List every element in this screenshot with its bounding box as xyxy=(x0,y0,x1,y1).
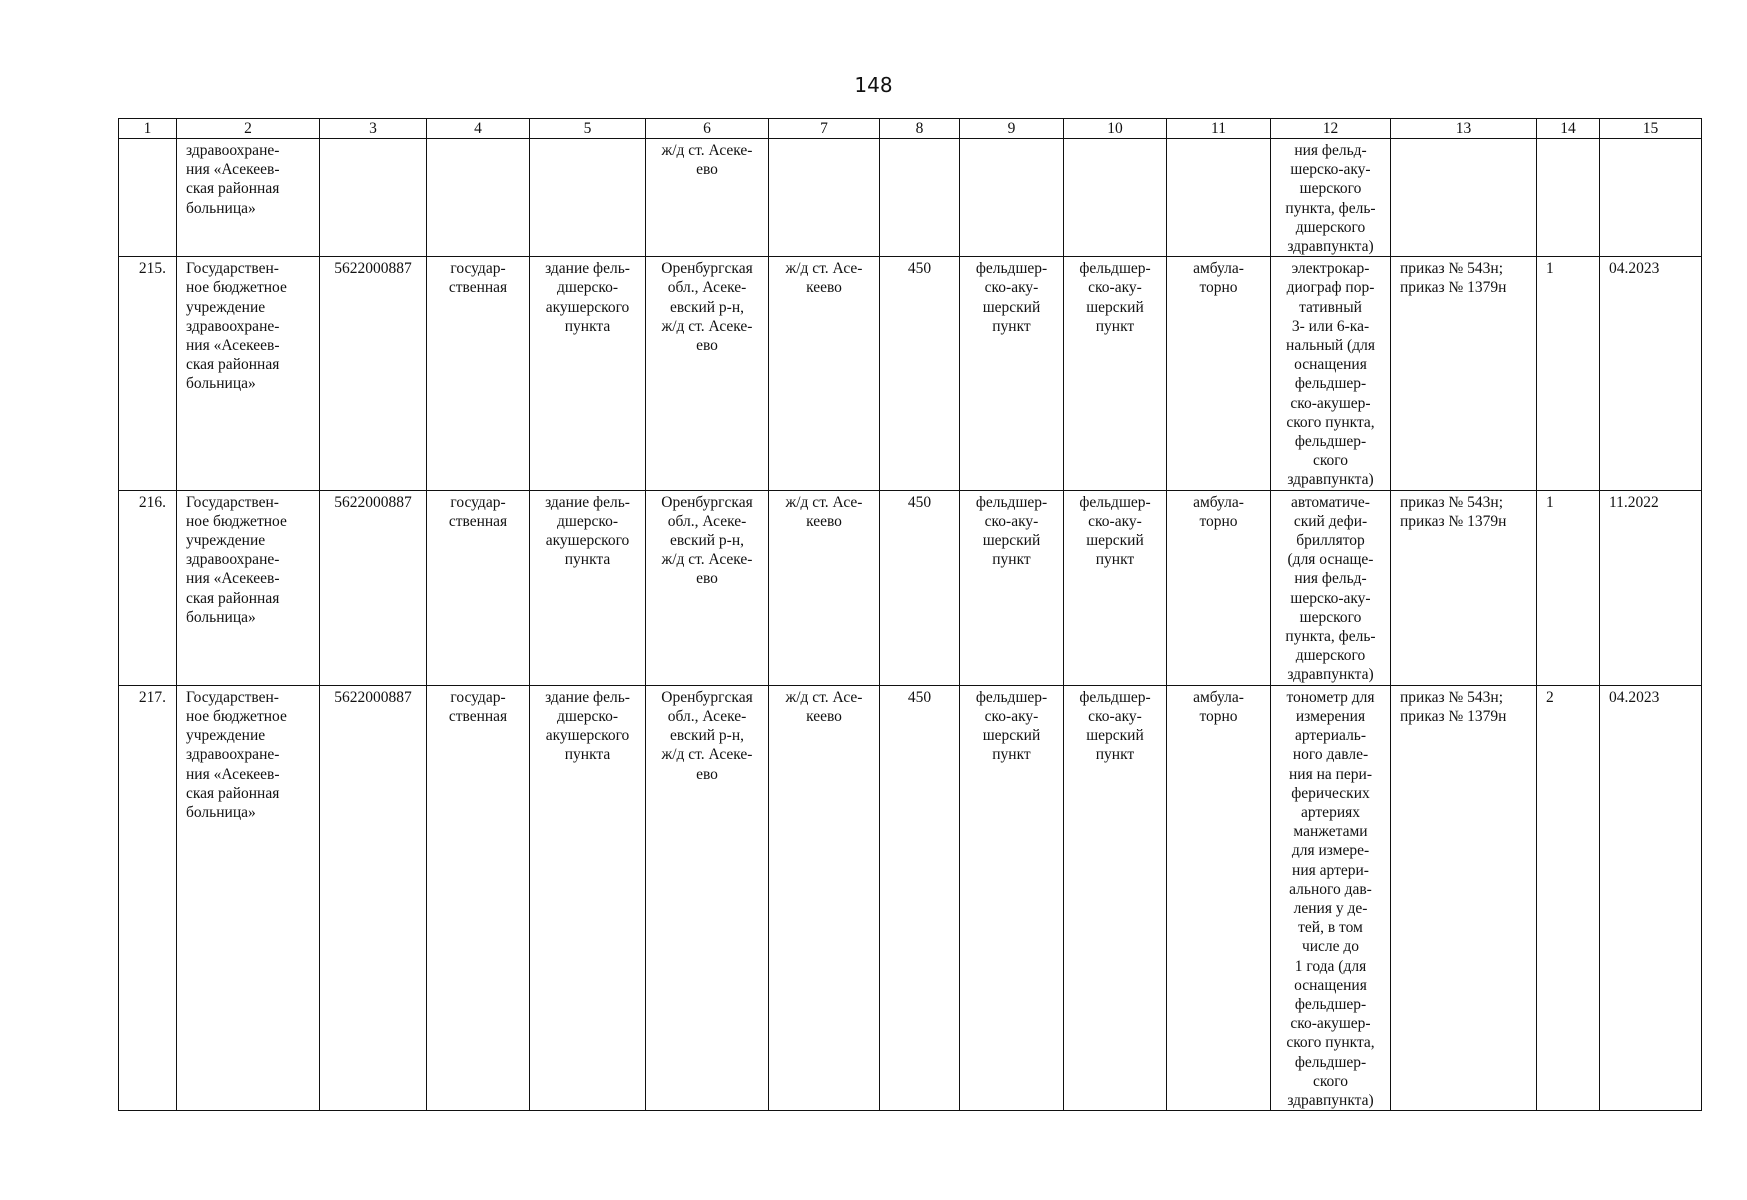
equipment-cell: электрокар- диограф пор- тативный 3- или 6-ка- нальный (для оснащения фельдшер- ско-акушер- ского пункта, фельдшер- ского здравпункта) xyxy=(1271,257,1391,490)
table-row xyxy=(119,490,1702,685)
unit-cell: фельдшер- ско-аку- шерский пункт xyxy=(1064,490,1167,685)
row-number-cell: 217. xyxy=(119,685,177,1110)
facility-type-cell: фельдшер- ско-аку- шерский пункт xyxy=(960,685,1064,1110)
care-form-cell: амбула- торно xyxy=(1167,490,1271,685)
address-cell: Оренбургская обл., Асеке- евский р-н, ж/д ст. Асеке- ево xyxy=(646,257,769,490)
column-header: 11 xyxy=(1167,119,1271,139)
unit-cell: фельдшер- ско-аку- шерский пункт xyxy=(1064,685,1167,1110)
population-cell xyxy=(880,139,960,257)
quantity-cell xyxy=(1537,139,1600,257)
table-row xyxy=(119,685,1702,1110)
ownership-cell: государ- ственная xyxy=(427,685,530,1110)
column-header: 7 xyxy=(769,119,880,139)
quantity-cell: 1 xyxy=(1537,257,1600,490)
organization-cell: Государствен- ное бюджетное учреждение здравоохране- ния «Асекеев- ская районная больница» xyxy=(177,257,320,490)
column-header: 4 xyxy=(427,119,530,139)
column-header: 3 xyxy=(320,119,427,139)
inn-cell: 5622000887 xyxy=(320,257,427,490)
table-row xyxy=(119,139,1702,257)
order-cell: приказ № 543н; приказ № 1379н xyxy=(1391,257,1537,490)
locality-cell: ж/д ст. Асе- кеево xyxy=(769,257,880,490)
care-form-cell: амбула- торно xyxy=(1167,685,1271,1110)
column-header: 1 xyxy=(119,119,177,139)
inn-cell: 5622000887 xyxy=(320,490,427,685)
address-cell: Оренбургская обл., Асеке- евский р-н, ж/д ст. Асеке- ево xyxy=(646,490,769,685)
date-cell: 11.2022 xyxy=(1600,490,1702,685)
address-cell: Оренбургская обл., Асеке- евский р-н, ж/д ст. Асеке- ево xyxy=(646,685,769,1110)
date-cell: 04.2023 xyxy=(1600,685,1702,1110)
building-cell: здание фель- дшерско- акушерского пункта xyxy=(530,685,646,1110)
column-header: 2 xyxy=(177,119,320,139)
equipment-cell: ния фельд- шерско-аку- шерского пункта, фель- дшерского здравпункта) xyxy=(1271,139,1391,257)
table-row xyxy=(119,257,1702,490)
building-cell xyxy=(530,139,646,257)
organization-cell: здравоохране- ния «Асекеев- ская районная больница» xyxy=(177,139,320,257)
building-cell: здание фель- дшерско- акушерского пункта xyxy=(530,257,646,490)
ownership-cell: государ- ственная xyxy=(427,257,530,490)
facility-type-cell xyxy=(960,139,1064,257)
column-header: 14 xyxy=(1537,119,1600,139)
column-header: 9 xyxy=(960,119,1064,139)
row-number-cell: 216. xyxy=(119,490,177,685)
equipment-cell: тонометр для измерения артериаль- ного давле- ния на пери- ферических артериях манжетами для измере- ния артери- ального дав- ления у де- тей, в том числе до 1 года (для оснащения фельдшер- ско-акушер- ского пункта, фельдшер- ского здравпункта) xyxy=(1271,685,1391,1110)
equipment-register-table xyxy=(118,118,1702,1111)
unit-cell xyxy=(1064,139,1167,257)
population-cell: 450 xyxy=(880,490,960,685)
order-cell: приказ № 543н; приказ № 1379н xyxy=(1391,685,1537,1110)
ownership-cell: государ- ственная xyxy=(427,490,530,685)
row-number-cell xyxy=(119,139,177,257)
column-header: 13 xyxy=(1391,119,1537,139)
population-cell: 450 xyxy=(880,257,960,490)
unit-cell: фельдшер- ско-аку- шерский пункт xyxy=(1064,257,1167,490)
page-number: 148 xyxy=(854,73,893,97)
column-header: 6 xyxy=(646,119,769,139)
inn-cell xyxy=(320,139,427,257)
organization-cell: Государствен- ное бюджетное учреждение здравоохране- ния «Асекеев- ская районная больница» xyxy=(177,490,320,685)
quantity-cell: 2 xyxy=(1537,685,1600,1110)
care-form-cell: амбула- торно xyxy=(1167,257,1271,490)
locality-cell xyxy=(769,139,880,257)
locality-cell: ж/д ст. Асе- кеево xyxy=(769,490,880,685)
column-header: 15 xyxy=(1600,119,1702,139)
facility-type-cell: фельдшер- ско-аку- шерский пункт xyxy=(960,490,1064,685)
column-number-header-row xyxy=(119,119,1702,139)
facility-type-cell: фельдшер- ско-аку- шерский пункт xyxy=(960,257,1064,490)
column-header: 12 xyxy=(1271,119,1391,139)
row-number-cell: 215. xyxy=(119,257,177,490)
date-cell: 04.2023 xyxy=(1600,257,1702,490)
equipment-cell: автоматиче- ский дефи- бриллятор (для оснаще- ния фельд- шерско-аку- шерского пункта, фель- дшерского здравпункта) xyxy=(1271,490,1391,685)
population-cell: 450 xyxy=(880,685,960,1110)
date-cell xyxy=(1600,139,1702,257)
locality-cell: ж/д ст. Асе- кеево xyxy=(769,685,880,1110)
inn-cell: 5622000887 xyxy=(320,685,427,1110)
column-header: 5 xyxy=(530,119,646,139)
care-form-cell xyxy=(1167,139,1271,257)
order-cell xyxy=(1391,139,1537,257)
column-header: 10 xyxy=(1064,119,1167,139)
column-header: 8 xyxy=(880,119,960,139)
organization-cell: Государствен- ное бюджетное учреждение здравоохране- ния «Асекеев- ская районная больница» xyxy=(177,685,320,1110)
ownership-cell xyxy=(427,139,530,257)
quantity-cell: 1 xyxy=(1537,490,1600,685)
building-cell: здание фель- дшерско- акушерского пункта xyxy=(530,490,646,685)
order-cell: приказ № 543н; приказ № 1379н xyxy=(1391,490,1537,685)
address-cell: ж/д ст. Асеке- ево xyxy=(646,139,769,257)
